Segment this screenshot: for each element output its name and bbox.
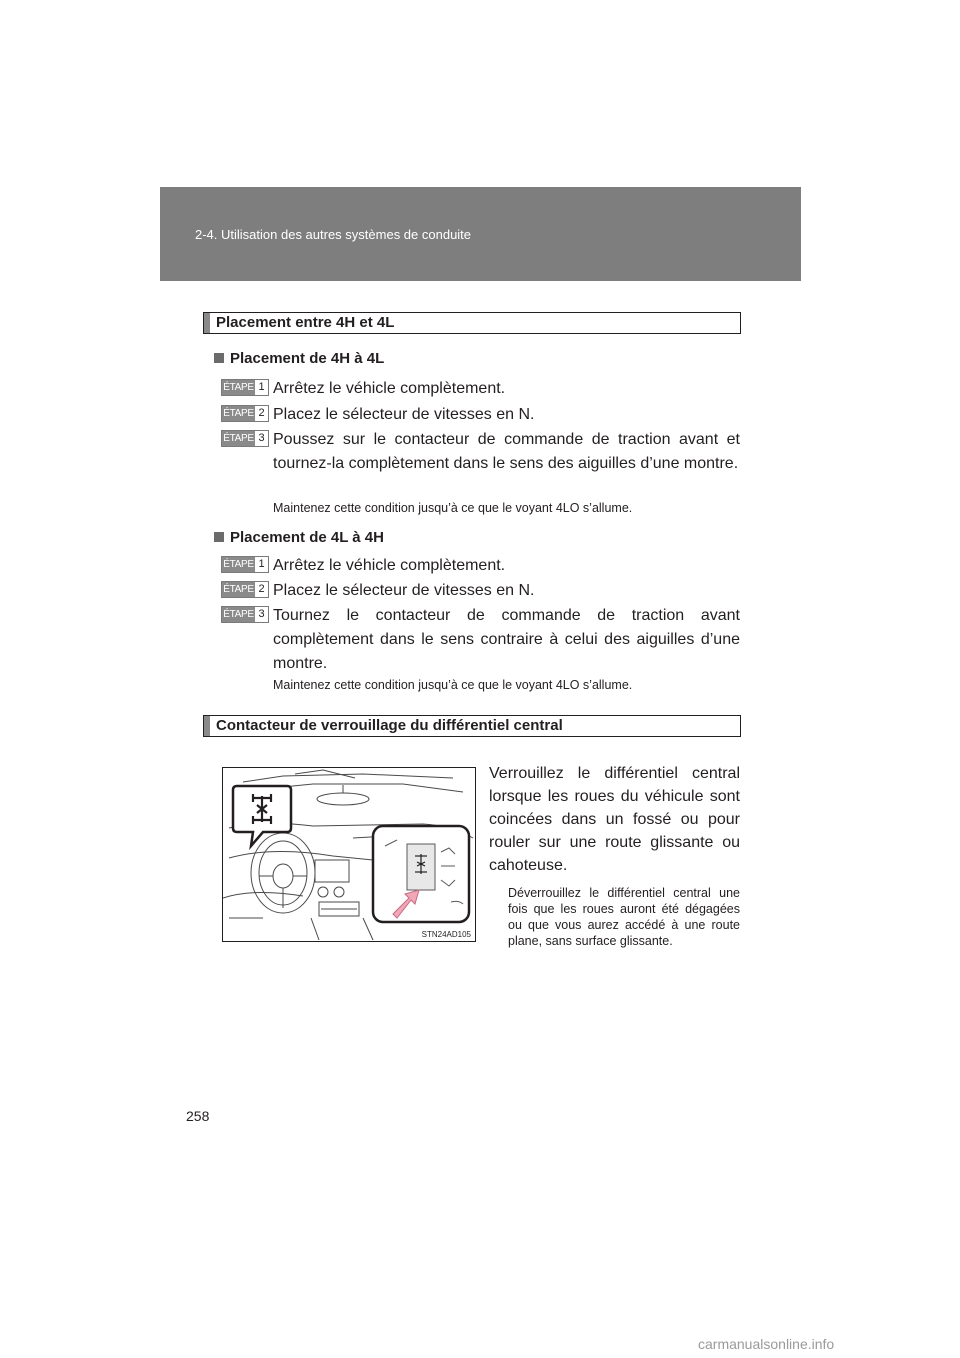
step-number: 1 <box>255 380 268 395</box>
step-text: Tournez le contacteur de commande de traction avant complètement dans le sens contraire à celui des aiguilles d’une montre. <box>273 607 740 672</box>
dashboard-drawing <box>223 768 475 941</box>
step-item <box>221 428 740 476</box>
step-label: ÉTAPE <box>223 584 254 595</box>
section-title: Placement entre 4H et 4L <box>216 314 395 331</box>
step-number: 1 <box>255 557 268 572</box>
step-item <box>221 604 740 676</box>
step-note: Maintenez cette condition jusqu’à ce que le voyant 4LO s’allume. <box>273 678 633 692</box>
chapter-header <box>160 187 801 281</box>
step-label: ÉTAPE <box>223 433 254 444</box>
step-badge <box>221 556 269 573</box>
subheading-4l-to-4h <box>214 529 384 546</box>
step-item <box>221 403 740 427</box>
section-heading-4h-4l <box>203 312 741 334</box>
step-badge <box>221 430 269 447</box>
step-badge <box>221 581 269 598</box>
step-item <box>221 579 740 603</box>
step-badge <box>221 606 269 623</box>
step-badge <box>221 379 269 396</box>
section-title: Contacteur de verrouillage du différentiel central <box>216 717 563 734</box>
step-text: Arrêtez le véhicle complètement. <box>273 557 506 574</box>
section-heading-center-diff <box>203 715 741 737</box>
step-label: ÉTAPE <box>223 382 254 393</box>
subheading-4h-to-4l <box>214 350 384 367</box>
center-diff-note: Déverrouillez le différentiel central une fois que les roues auront été dégagées ou que vous aurez accédé à une route plane, sans surface glissante. <box>508 886 740 948</box>
step-label: ÉTAPE <box>223 408 254 419</box>
step-text: Placez le sélecteur de vitesses en N. <box>273 406 535 423</box>
step-number: 3 <box>255 431 268 446</box>
square-bullet-icon <box>214 353 224 363</box>
step-item <box>221 377 740 401</box>
step-badge <box>221 405 269 422</box>
step-note: Maintenez cette condition jusqu’à ce que le voyant 4LO s’allume. <box>273 501 633 515</box>
step-number: 2 <box>255 406 268 421</box>
subheading-text: Placement de 4L à 4H <box>230 529 384 546</box>
page-number: 258 <box>186 1108 210 1124</box>
step-text: Placez le sélecteur de vitesses en N. <box>273 582 535 599</box>
dashboard-illustration <box>222 767 476 942</box>
step-number: 2 <box>255 582 268 597</box>
square-bullet-icon <box>214 532 224 542</box>
section-bar <box>204 313 210 333</box>
chapter-title: 2-4. Utilisation des autres systèmes de conduite <box>195 227 472 242</box>
center-diff-body: Verrouillez le différentiel central lorsque les roues du véhicule sont coincées dans un fossé ou pour rouler sur une route glissante ou cahoteuse. <box>489 765 740 874</box>
step-text: Arrêtez le véhicle complètement. <box>273 380 506 397</box>
section-bar <box>204 716 210 736</box>
step-label: ÉTAPE <box>223 609 254 620</box>
step-label: ÉTAPE <box>223 559 254 570</box>
illustration-code: STN24AD105 <box>421 930 471 939</box>
step-text: Poussez sur le contacteur de commande de traction avant et tournez-la complètement dans le sens des aiguilles d’une montre. <box>273 431 740 472</box>
watermark: carmanualsonline.info <box>698 1336 835 1352</box>
subheading-text: Placement de 4H à 4L <box>230 350 385 367</box>
step-item <box>221 554 740 578</box>
step-number: 3 <box>255 607 268 622</box>
